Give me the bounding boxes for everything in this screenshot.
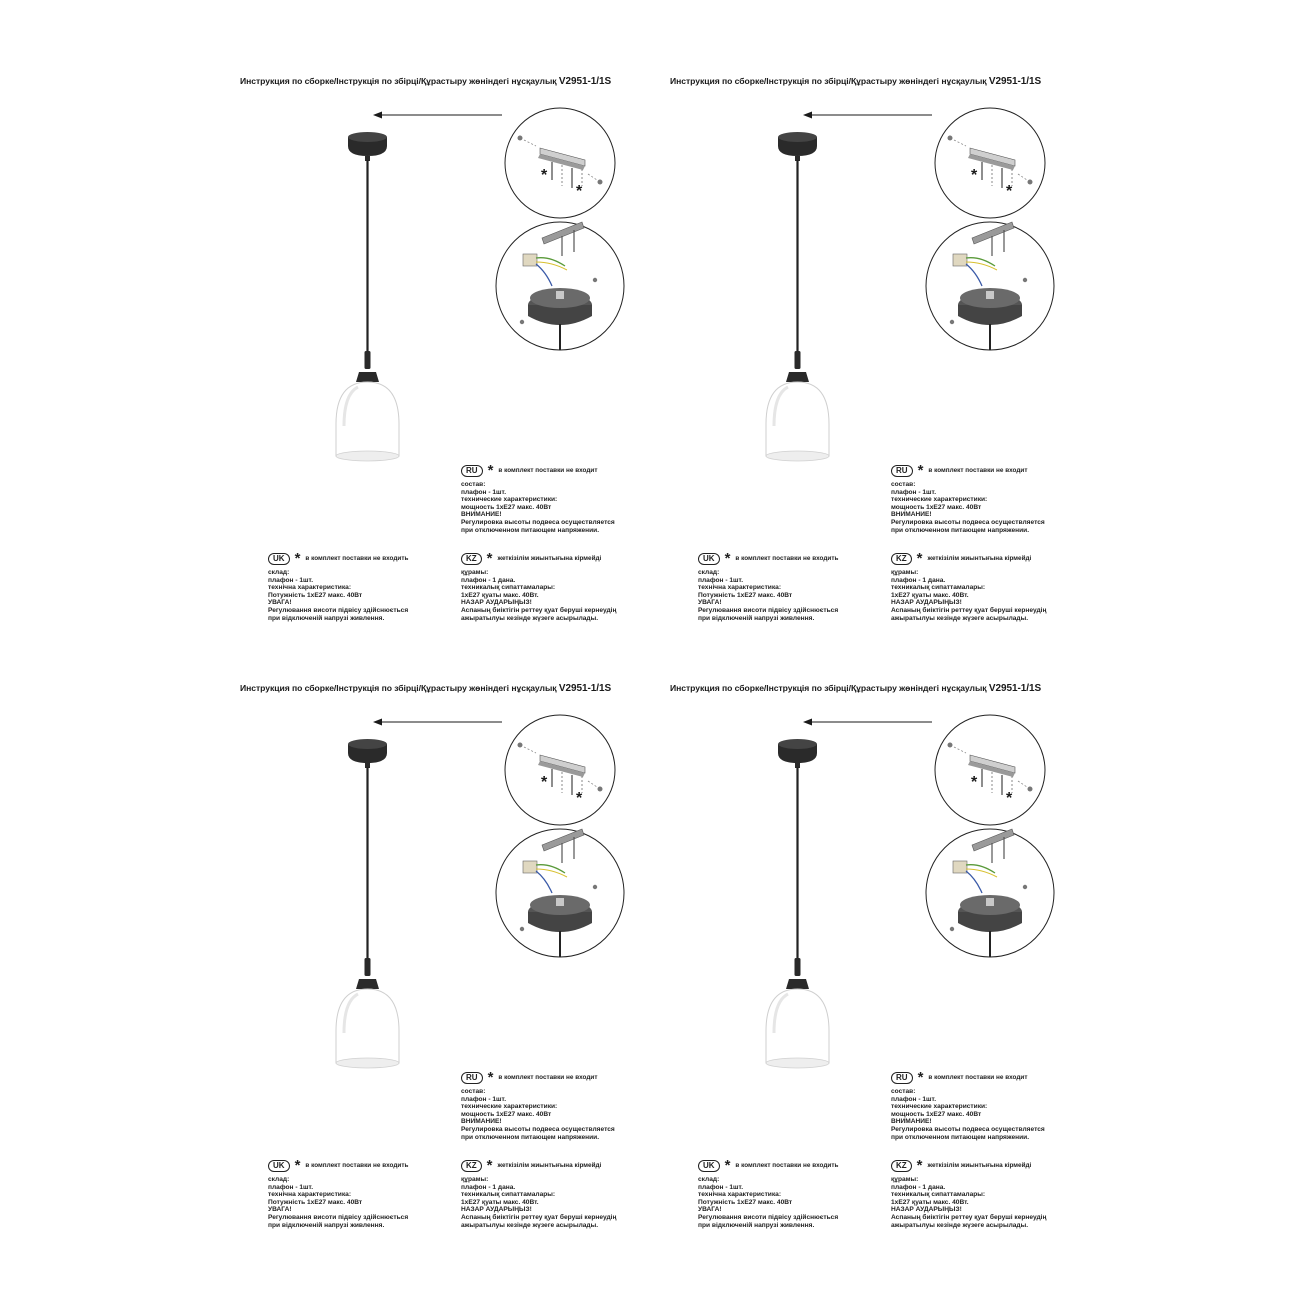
uk-block	[268, 550, 409, 622]
pendant-lamp-drawing	[336, 739, 399, 1068]
kz-star: *	[486, 550, 493, 567]
ru-line: мощность 1хЕ27 макс. 40Вт	[891, 1110, 982, 1118]
uk-badge: UK	[698, 553, 720, 565]
mounting-bracket-detail	[505, 108, 615, 218]
kz-block	[891, 550, 1047, 622]
ru-note: в комплект поставки не входит	[498, 1074, 598, 1082]
kz-line: плафон - 1 дана.	[891, 1183, 946, 1191]
uk-line: плафон - 1шт.	[698, 1183, 744, 1191]
title-text: Инструкция по сборке/Інструкція по збірці/Құрастыру жөніндегі нұсқаулық	[240, 683, 559, 693]
star-marker-right: *	[576, 183, 583, 200]
uk-line: технічна характеристика:	[268, 1191, 352, 1199]
ru-line: плафон - 1шт.	[891, 488, 937, 496]
star-marker-right: *	[576, 790, 583, 807]
ru-note: в комплект поставки не входит	[928, 1074, 1028, 1082]
ru-line: технические характеристики:	[461, 496, 558, 504]
uk-badge: UK	[268, 1160, 290, 1172]
kz-line: 1хЕ27 қуаты макс. 40Вт.	[461, 1198, 539, 1206]
ru-block	[891, 462, 1045, 534]
ru-badge: RU	[891, 1072, 913, 1084]
uk-line: Регулювання висоти підвісу здійснюється	[698, 606, 839, 614]
uk-line: УВАГА!	[698, 599, 722, 607]
ru-block	[891, 1069, 1045, 1141]
kz-line: техникалық сипаттамалары:	[891, 1191, 986, 1199]
star-marker-right: *	[1006, 790, 1013, 807]
kz-line: НАЗАР АУДАРЫҢЫЗ!	[891, 599, 962, 607]
ru-badge: RU	[461, 1072, 483, 1084]
uk-line: технічна характеристика:	[268, 584, 352, 592]
star-marker-left: *	[971, 167, 978, 184]
kz-note: жеткізілім жиынтығына кірмейді	[497, 1162, 602, 1170]
uk-star: *	[724, 550, 731, 567]
instruction-sheet	[240, 76, 670, 676]
mounting-bracket-detail	[935, 715, 1045, 825]
uk-line: склад:	[268, 1176, 290, 1183]
uk-note: в комплект поставки не входить	[735, 555, 839, 563]
canopy-wiring-detail	[496, 829, 624, 957]
uk-line: Потужність 1хЕ27 макс. 40Вт	[268, 1198, 363, 1206]
uk-line: УВАГА!	[268, 1206, 292, 1214]
uk-line: склад:	[268, 569, 290, 576]
ru-line: при отключенном питающем напряжении.	[891, 526, 1030, 534]
ru-line: технические характеристики:	[461, 1103, 558, 1111]
ru-star: *	[487, 462, 494, 479]
ru-line: мощность 1хЕ27 макс. 40Вт	[461, 1110, 552, 1118]
kz-line: плафон - 1 дана.	[461, 1183, 516, 1191]
ru-line: плафон - 1шт.	[891, 1095, 937, 1103]
kz-block	[461, 550, 617, 622]
uk-line: склад:	[698, 1176, 720, 1183]
ru-star: *	[487, 1069, 494, 1086]
uk-note: в комплект поставки не входить	[735, 1162, 839, 1170]
ru-line: Регулировка высоты подвеса осуществляется	[461, 518, 615, 526]
ru-line: плафон - 1шт.	[461, 1095, 507, 1103]
star-marker-left: *	[541, 774, 548, 791]
canopy-wiring-detail	[496, 222, 624, 350]
kz-line: НАЗАР АУДАРЫҢЫЗ!	[461, 599, 532, 607]
ru-line: мощность 1хЕ27 макс. 40Вт	[461, 503, 552, 511]
arrow-left-icon	[373, 112, 502, 119]
kz-line: құрамы:	[891, 1176, 919, 1183]
ru-note: в комплект поставки не входит	[498, 467, 598, 475]
mounting-bracket-detail	[505, 715, 615, 825]
kz-line: НАЗАР АУДАРЫҢЫЗ!	[461, 1206, 532, 1214]
uk-badge: UK	[698, 1160, 720, 1172]
uk-star: *	[724, 1157, 731, 1174]
kz-badge: KZ	[891, 1160, 912, 1172]
ru-line: ВНИМАНИЕ!	[891, 1118, 932, 1126]
ru-badge: RU	[891, 465, 913, 477]
uk-line: Потужність 1хЕ27 макс. 40Вт	[268, 591, 363, 599]
star-marker-left: *	[971, 774, 978, 791]
uk-line: при відключеній напрузі живлення.	[698, 1221, 815, 1229]
ru-block	[461, 462, 615, 534]
kz-badge: KZ	[891, 553, 912, 565]
kz-star: *	[916, 1157, 923, 1174]
kz-line: 1хЕ27 қуаты макс. 40Вт.	[891, 1198, 969, 1206]
arrow-left-icon	[803, 719, 932, 726]
kz-note: жеткізілім жиынтығына кірмейді	[927, 1162, 1032, 1170]
ru-line: ВНИМАНИЕ!	[461, 511, 502, 519]
title-text: Инструкция по сборке/Інструкція по збірці/Құрастыру жөніндегі нұсқаулық	[670, 683, 989, 693]
uk-block	[698, 1157, 839, 1229]
uk-note: в комплект поставки не входить	[305, 1162, 409, 1170]
uk-line: Потужність 1хЕ27 макс. 40Вт	[698, 1198, 793, 1206]
kz-line: плафон - 1 дана.	[891, 576, 946, 584]
ru-line: при отключенном питающем напряжении.	[891, 1133, 1030, 1141]
model-code: V2951-1/1S	[988, 76, 1042, 87]
pendant-lamp-drawing	[336, 132, 399, 461]
ru-line: состав:	[461, 1088, 486, 1095]
ru-line: состав:	[891, 1088, 916, 1095]
kz-line: Аспаның биіктігін реттеу қуат беруші кернеудің	[461, 1213, 617, 1221]
ru-badge: RU	[461, 465, 483, 477]
kz-star: *	[916, 550, 923, 567]
arrow-left-icon	[803, 112, 932, 119]
uk-block	[698, 550, 839, 622]
kz-line: құрамы:	[891, 569, 919, 576]
ru-star: *	[917, 1069, 924, 1086]
kz-note: жеткізілім жиынтығына кірмейді	[497, 555, 602, 563]
ru-star: *	[917, 462, 924, 479]
kz-star: *	[486, 1157, 493, 1174]
ru-line: при отключенном питающем напряжении.	[461, 1133, 600, 1141]
ru-line: технические характеристики:	[891, 496, 988, 504]
title-text: Инструкция по сборке/Інструкція по збірці/Құрастыру жөніндегі нұсқаулық	[240, 76, 559, 86]
star-marker-left: *	[541, 167, 548, 184]
model-code: V2951-1/1S	[558, 683, 612, 694]
uk-line: плафон - 1шт.	[698, 576, 744, 584]
kz-line: техникалық сипаттамалары:	[461, 1191, 556, 1199]
uk-star: *	[294, 550, 301, 567]
uk-line: УВАГА!	[268, 599, 292, 607]
uk-line: Регулювання висоти підвісу здійснюється	[698, 1213, 839, 1221]
kz-line: ажыратылуы кезінде жүзеге асырылады.	[461, 1221, 599, 1229]
kz-badge: KZ	[461, 1160, 482, 1172]
kz-line: ажыратылуы кезінде жүзеге асырылады.	[461, 614, 599, 622]
uk-line: технічна характеристика:	[698, 1191, 782, 1199]
ru-line: ВНИМАНИЕ!	[891, 511, 932, 519]
ru-line: Регулировка высоты подвеса осуществляется	[891, 518, 1045, 526]
kz-line: құрамы:	[461, 569, 489, 576]
instruction-sheet	[670, 683, 1100, 1283]
uk-line: УВАГА!	[698, 1206, 722, 1214]
uk-line: Регулювання висоти підвісу здійснюється	[268, 1213, 409, 1221]
uk-line: плафон - 1шт.	[268, 1183, 314, 1191]
model-code: V2951-1/1S	[558, 76, 612, 87]
uk-line: плафон - 1шт.	[268, 576, 314, 584]
title-text: Инструкция по сборке/Інструкція по збірці/Құрастыру жөніндегі нұсқаулық	[670, 76, 989, 86]
uk-line: Потужність 1хЕ27 макс. 40Вт	[698, 591, 793, 599]
ru-line: при отключенном питающем напряжении.	[461, 526, 600, 534]
kz-line: техникалық сипаттамалары:	[461, 584, 556, 592]
instruction-sheet	[240, 683, 670, 1283]
mounting-bracket-detail	[935, 108, 1045, 218]
canopy-wiring-detail	[926, 829, 1054, 957]
kz-line: Аспаның биіктігін реттеу қуат беруші кернеудің	[891, 606, 1047, 614]
canopy-wiring-detail	[926, 222, 1054, 350]
uk-star: *	[294, 1157, 301, 1174]
uk-line: технічна характеристика:	[698, 584, 782, 592]
ru-line: плафон - 1шт.	[461, 488, 507, 496]
uk-line: при відключеній напрузі живлення.	[268, 614, 385, 622]
uk-line: склад:	[698, 569, 720, 576]
kz-line: құрамы:	[461, 1176, 489, 1183]
kz-line: Аспаның биіктігін реттеу қуат беруші кернеудің	[461, 606, 617, 614]
ru-line: состав:	[461, 481, 486, 488]
kz-badge: KZ	[461, 553, 482, 565]
uk-line: при відключеній напрузі живлення.	[698, 614, 815, 622]
kz-block	[891, 1157, 1047, 1229]
ru-line: состав:	[891, 481, 916, 488]
instruction-sheet	[670, 76, 1100, 676]
arrow-left-icon	[373, 719, 502, 726]
star-marker-right: *	[1006, 183, 1013, 200]
kz-block	[461, 1157, 617, 1229]
uk-badge: UK	[268, 553, 290, 565]
uk-note: в комплект поставки не входить	[305, 555, 409, 563]
kz-line: 1хЕ27 қуаты макс. 40Вт.	[461, 591, 539, 599]
ru-note: в комплект поставки не входит	[928, 467, 1028, 475]
uk-block	[268, 1157, 409, 1229]
ru-line: Регулировка высоты подвеса осуществляется	[461, 1125, 615, 1133]
ru-line: технические характеристики:	[891, 1103, 988, 1111]
ru-line: мощность 1хЕ27 макс. 40Вт	[891, 503, 982, 511]
uk-line: при відключеній напрузі живлення.	[268, 1221, 385, 1229]
kz-line: ажыратылуы кезінде жүзеге асырылады.	[891, 614, 1029, 622]
model-code: V2951-1/1S	[988, 683, 1042, 694]
kz-note: жеткізілім жиынтығына кірмейді	[927, 555, 1032, 563]
kz-line: НАЗАР АУДАРЫҢЫЗ!	[891, 1206, 962, 1214]
kz-line: Аспаның биіктігін реттеу қуат беруші кернеудің	[891, 1213, 1047, 1221]
ru-line: Регулировка высоты подвеса осуществляется	[891, 1125, 1045, 1133]
ru-block	[461, 1069, 615, 1141]
pendant-lamp-drawing	[766, 739, 829, 1068]
kz-line: техникалық сипаттамалары:	[891, 584, 986, 592]
ru-line: ВНИМАНИЕ!	[461, 1118, 502, 1126]
kz-line: ажыратылуы кезінде жүзеге асырылады.	[891, 1221, 1029, 1229]
uk-line: Регулювання висоти підвісу здійснюється	[268, 606, 409, 614]
pendant-lamp-drawing	[766, 132, 829, 461]
kz-line: плафон - 1 дана.	[461, 576, 516, 584]
kz-line: 1хЕ27 қуаты макс. 40Вт.	[891, 591, 969, 599]
